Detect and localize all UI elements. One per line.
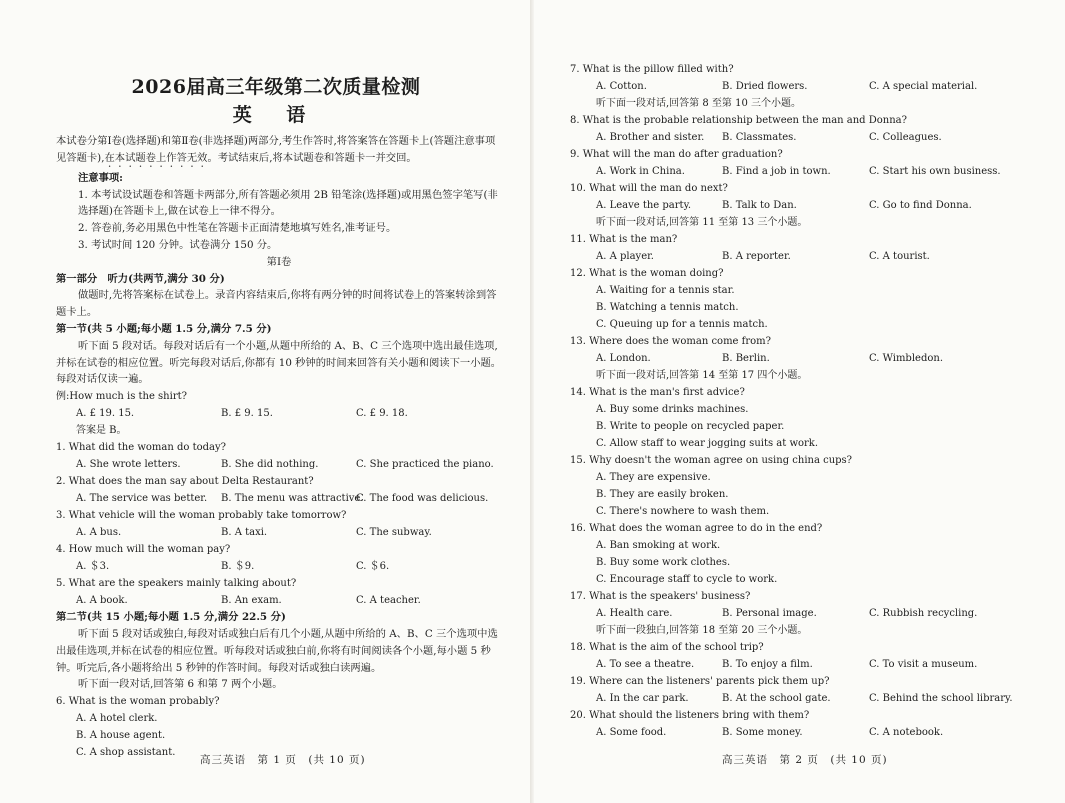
option-b: B. £ 9. 15. bbox=[221, 408, 273, 420]
question-11: 11. What is the man? bbox=[570, 234, 678, 245]
option-a: A. A bus. bbox=[76, 527, 122, 539]
question-12: 12. What is the woman doing? bbox=[570, 268, 724, 279]
option-c: C. Allow staff to wear jogging suits at work. bbox=[596, 438, 819, 449]
footer-page-1: 高三英语 第 1 页 (共 10 页) bbox=[200, 754, 366, 766]
section1-heading: 第一节(共 5 小题;每小题 1.5 分,满分 7.5 分) bbox=[56, 322, 272, 335]
option-b: B. Personal image. bbox=[722, 608, 817, 619]
question-13: 13. Where does the woman come from? bbox=[570, 336, 771, 347]
notice-3: 3. 考试时间 120 分钟。试卷满分 150 分。 bbox=[78, 238, 278, 251]
question-10: 10. What will the man do next? bbox=[570, 183, 728, 194]
option-c: C. ＄6. bbox=[356, 561, 390, 573]
options-14 bbox=[570, 401, 1030, 452]
option-c: C. Colleagues. bbox=[869, 132, 942, 143]
question-2: 2. What does the man say about Delta Restaurant? bbox=[56, 476, 314, 488]
options-15 bbox=[570, 469, 1030, 520]
option-c: C. A notebook. bbox=[869, 727, 944, 738]
question-9: 9. What will the man do after graduation? bbox=[570, 149, 783, 160]
part1-heading: 第一部分 听力(共两节,满分 30 分) bbox=[56, 272, 225, 285]
note-11-13: 听下面一段对话,回答第 11 至第 13 三个小题。 bbox=[596, 217, 808, 228]
intro-block bbox=[56, 133, 502, 761]
exam-title: 2026届高三年级第二次质量检测 bbox=[131, 76, 421, 98]
option-b: B. To enjoy a film. bbox=[722, 659, 813, 670]
question-4: 4. How much will the woman pay? bbox=[56, 544, 231, 556]
option-a: A. A player. bbox=[596, 251, 654, 262]
option-c: C. Go to find Donna. bbox=[869, 200, 972, 211]
volume-label: 第Ⅰ卷 bbox=[266, 255, 292, 268]
option-c: C. She practiced the piano. bbox=[356, 459, 494, 471]
question-19: 19. Where can the listeners' parents pick them up? bbox=[570, 676, 830, 687]
notice-1: 1. 本考试设试题卷和答题卡两部分,所有答题必须用 2B 铅笔涂(选择题)或用黑色签字笔写(非选择题)在答题卡上,做在试卷上一律不得分。 bbox=[78, 188, 498, 218]
option-a: A. London. bbox=[596, 353, 651, 364]
options-4 bbox=[56, 558, 502, 575]
option-b: B. Watching a tennis match. bbox=[596, 302, 739, 313]
option-a: A. ＄3. bbox=[76, 561, 110, 573]
option-a: A. In the car park. bbox=[596, 693, 689, 704]
option-b: B. Some money. bbox=[722, 727, 803, 738]
option-c: C. A shop assistant. bbox=[76, 747, 176, 759]
option-a: A. To see a theatre. bbox=[596, 659, 695, 670]
option-c: C. Behind the school library. bbox=[869, 693, 1013, 704]
option-b: B. Buy some work clothes. bbox=[596, 557, 731, 568]
options-8 bbox=[570, 129, 1030, 146]
option-a: A. The service was better. bbox=[76, 493, 208, 505]
option-a: A. Work in China. bbox=[596, 166, 685, 177]
option-b: B. Find a job in town. bbox=[722, 166, 831, 177]
note-14-17: 听下面一段对话,回答第 14 至第 17 四个小题。 bbox=[596, 370, 808, 381]
options-9 bbox=[570, 163, 1030, 180]
note-18-20: 听下面一段独白,回答第 18 至第 20 三个小题。 bbox=[596, 625, 808, 636]
question-16: 16. What does the woman agree to do in the end? bbox=[570, 523, 823, 534]
option-a: A. A book. bbox=[76, 595, 128, 607]
option-b: B. A house agent. bbox=[76, 730, 166, 742]
option-a: A. Cotton. bbox=[596, 81, 647, 92]
option-c: C. The subway. bbox=[356, 527, 432, 539]
option-b: B. Berlin. bbox=[722, 353, 770, 364]
option-a: A. £ 19. 15. bbox=[76, 408, 135, 420]
option-b: B. They are easily broken. bbox=[596, 489, 729, 500]
options-17 bbox=[570, 605, 1030, 622]
option-c: C. Wimbledon. bbox=[869, 353, 943, 364]
option-a: A. Some food. bbox=[596, 727, 667, 738]
options-5 bbox=[56, 592, 502, 609]
question-1: 1. What did the woman do today? bbox=[56, 442, 226, 454]
question-6: 6. What is the woman probably? bbox=[56, 696, 220, 708]
option-c: C. Encourage staff to cycle to work. bbox=[596, 574, 778, 585]
option-b: B. An exam. bbox=[221, 595, 282, 607]
options-18 bbox=[570, 656, 1030, 673]
option-b: B. Classmates. bbox=[722, 132, 797, 143]
option-b: B. A taxi. bbox=[221, 527, 268, 539]
option-a: A. A hotel clerk. bbox=[76, 713, 158, 725]
options-1 bbox=[56, 456, 502, 473]
question-8: 8. What is the probable relationship between the man and Donna? bbox=[570, 115, 908, 126]
option-a: A. They are expensive. bbox=[596, 472, 711, 483]
section2-instructions: 听下面 5 段对话或独白,每段对话或独白后有几个小题,从题中所给的 A、B、C 三个选项中选出最佳选项,并标在试卷的相应位置。听每段对话或独白前,你将有时间阅读各个小题,每小题 5 秒钟。听完后,各小题将给出 5 秒钟的作答时间。每段对话或独白读两遍。 bbox=[56, 627, 498, 674]
question-18: 18. What is the aim of the school trip? bbox=[570, 642, 764, 653]
option-b: B. ＄9. bbox=[221, 561, 255, 573]
question-5: 5. What are the speakers mainly talking about? bbox=[56, 578, 297, 590]
part1-instructions: 做题时,先将答案标在试卷上。录音内容结束后,你将有两分钟的时间将试卷上的答案转涂到答题卡上。 bbox=[56, 289, 497, 319]
page-gutter bbox=[530, 0, 534, 803]
options-10 bbox=[570, 197, 1030, 214]
options-2 bbox=[56, 490, 502, 507]
option-c: C. Queuing up for a tennis match. bbox=[596, 319, 768, 330]
option-b: B. At the school gate. bbox=[722, 693, 831, 704]
options-11 bbox=[570, 248, 1030, 265]
section1-instructions: 听下面 5 段对话。每段对话后有一个小题,从题中所给的 A、B、C 三个选项中选出最佳选项,并标在试卷的相应位置。听完每段对话后,你都有 10 秒钟的时间来回答有关小题和阅读下一小题。每段对话仅读一遍。 bbox=[56, 339, 502, 386]
option-c: C. A special material. bbox=[869, 81, 978, 92]
notice-title: 注意事项: bbox=[78, 171, 123, 184]
option-b: B. Write to people on recycled paper. bbox=[596, 421, 785, 432]
option-c: C. £ 9. 18. bbox=[356, 408, 408, 420]
option-c: C. A teacher. bbox=[356, 595, 421, 607]
option-c: C. To visit a museum. bbox=[869, 659, 978, 670]
option-a: A. Leave the party. bbox=[596, 200, 692, 211]
option-c: C. Rubbish recycling. bbox=[869, 608, 978, 619]
option-c: C. A tourist. bbox=[869, 251, 930, 262]
note-6-7: 听下面一段对话,回答第 6 和第 7 两个小题。 bbox=[78, 678, 283, 691]
question-15: 15. Why doesn't the woman agree on using china cups? bbox=[570, 455, 853, 466]
question-17: 17. What is the speakers' business? bbox=[570, 591, 751, 602]
option-b: B. She did nothing. bbox=[221, 459, 319, 471]
footer-page-2: 高三英语 第 2 页 (共 10 页) bbox=[722, 754, 888, 766]
options-7 bbox=[570, 78, 1030, 95]
options-19 bbox=[570, 690, 1030, 707]
question-3: 3. What vehicle will the woman probably take tomorrow? bbox=[56, 510, 347, 522]
question-20: 20. What should the listeners bring with them? bbox=[570, 710, 810, 721]
options-3 bbox=[56, 524, 502, 541]
option-a: A. Health care. bbox=[596, 608, 673, 619]
option-c: C. The food was delicious. bbox=[356, 493, 489, 505]
question-14: 14. What is the man's first advice? bbox=[570, 387, 745, 398]
option-b: B. Dried flowers. bbox=[722, 81, 808, 92]
option-a: A. Buy some drinks machines. bbox=[596, 404, 749, 415]
options-20 bbox=[570, 724, 1030, 741]
option-c: C. There's nowhere to wash them. bbox=[596, 506, 770, 517]
section2-heading: 第二节(共 15 小题;每小题 1.5 分,满分 22.5 分) bbox=[56, 611, 286, 624]
example-answer: 答案是 B。 bbox=[76, 425, 127, 437]
option-a: A. Waiting for a tennis star. bbox=[596, 285, 735, 296]
option-a: A. Brother and sister. bbox=[596, 132, 705, 143]
options-12 bbox=[570, 282, 1030, 333]
options-16 bbox=[570, 537, 1030, 588]
example-question: 例:How much is the shirt? bbox=[56, 391, 187, 403]
option-b: B. The menu was attractive. bbox=[221, 493, 364, 505]
note-8-10: 听下面一段对话,回答第 8 至第 10 三个小题。 bbox=[596, 98, 801, 109]
intro-text: 本试卷分第Ⅰ卷(选择题)和第Ⅱ卷(非选择题)两部分,考生作答时,将答案答在答题卡上(答题注意事项见答题卡),在本试题卷上作答无效。考试结束后,将本试题卷和答题卡一并交回。 bbox=[56, 135, 496, 164]
question-7: 7. What is the pillow filled with? bbox=[570, 64, 734, 75]
example-options bbox=[56, 405, 502, 422]
option-a: A. She wrote letters. bbox=[76, 459, 181, 471]
option-b: B. A reporter. bbox=[722, 251, 791, 262]
subject-title: 英 语 bbox=[232, 104, 320, 126]
notice-2: 2. 答卷前,务必用黑色中性笔在答题卡正面清楚地填写姓名,准考证号。 bbox=[78, 222, 397, 235]
options-13 bbox=[570, 350, 1030, 367]
option-c: C. Start his own business. bbox=[869, 166, 1001, 177]
option-a: A. Ban smoking at work. bbox=[596, 540, 721, 551]
option-b: B. Talk to Dan. bbox=[722, 200, 797, 211]
right-questions bbox=[570, 61, 1030, 741]
